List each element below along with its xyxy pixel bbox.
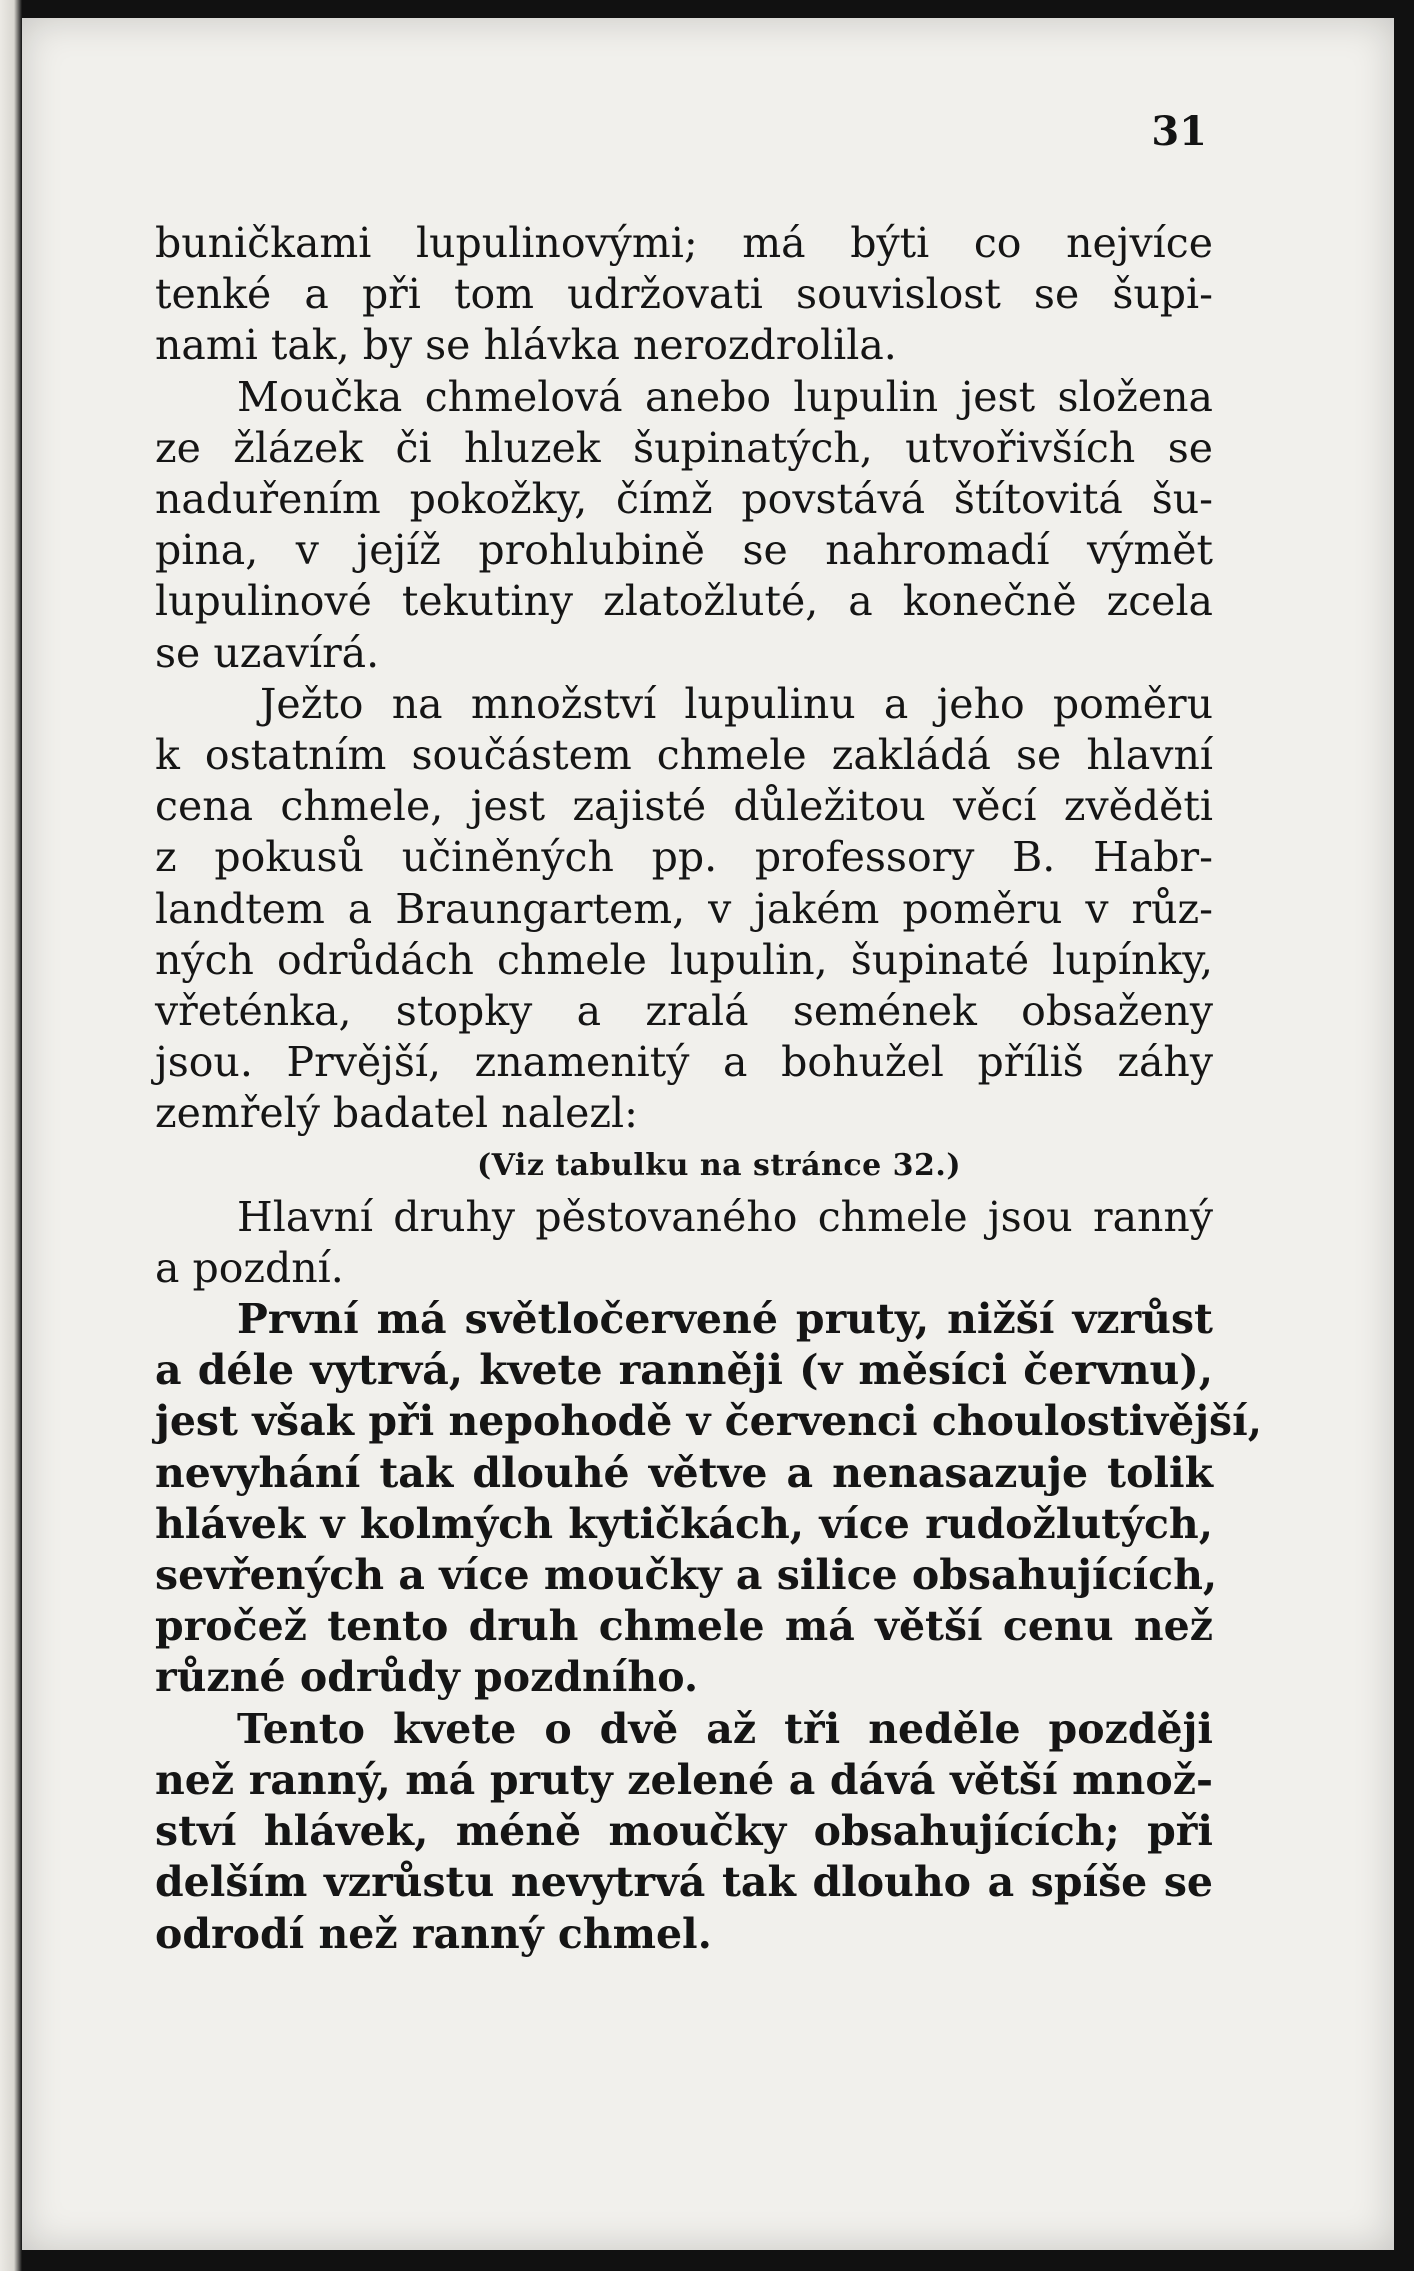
text-line: naduřením pokožky, čímž povstává štítovitá šu- bbox=[155, 475, 1213, 524]
text-line: Moučka chmelová anebo lupulin jest složena bbox=[237, 372, 1213, 421]
text-line: ství hlávek, méně moučky obsahujících; při bbox=[155, 1807, 1213, 1856]
paragraph bbox=[155, 1294, 1262, 1704]
text-line: landtem a Braungartem, v jakém poměru v růz- bbox=[155, 884, 1213, 933]
text-line: pročež tento druh chmele má větší cenu než bbox=[155, 1602, 1213, 1651]
text-line: hlávek v kolmých kytičkách, více rudožlutých, bbox=[155, 1499, 1213, 1548]
paragraph bbox=[155, 218, 1213, 372]
text-line: z pokusů učiněných pp. professory B. Habr- bbox=[155, 833, 1213, 882]
text-line: ze žlázek či hluzek šupinatých, utvořivších se bbox=[155, 423, 1213, 472]
body-text bbox=[155, 218, 1262, 1960]
paragraph bbox=[155, 1704, 1213, 1960]
text-line: cena chmele, jest zajisté důležitou věcí zvěděti bbox=[155, 782, 1213, 831]
text-line: se uzavírá. bbox=[155, 628, 380, 677]
text-line: pina, v jejíž prohlubině se nahromadí výmět bbox=[155, 526, 1213, 575]
text-line: Ježto na množství lupulinu a jeho poměru bbox=[260, 679, 1213, 728]
text-line: tenké a při tom udržovati souvislost se šupi- bbox=[155, 270, 1213, 319]
text-line: nami tak, by se hlávka nerozdrolila. bbox=[155, 321, 897, 370]
paragraph bbox=[155, 679, 1213, 1140]
page-left-edge bbox=[0, 0, 22, 2271]
text-line: delším vzrůstu nevytrvá tak dlouho a spíše se bbox=[155, 1858, 1213, 1907]
text-line: různé odrůdy pozdního. bbox=[155, 1653, 699, 1702]
text-line: zemřelý badatel nalezl: bbox=[155, 1089, 638, 1138]
text-line: Hlavní druhy pěstovaného chmele jsou ranný bbox=[237, 1192, 1213, 1241]
text-line: Tento kvete o dvě až tři neděle později bbox=[237, 1704, 1213, 1753]
paragraph bbox=[155, 1192, 1213, 1294]
text-line: lupulinové tekutiny zlatožluté, a konečně zcela bbox=[155, 577, 1213, 626]
text-line: nevyhání tak dlouhé větve a nenasazuje tolik bbox=[155, 1448, 1213, 1497]
text-line: vřeténka, stopky a zralá semének obsaženy bbox=[155, 987, 1213, 1036]
page-number: 31 bbox=[1151, 108, 1207, 155]
text-line: První má světločervené pruty, nižší vzrůst bbox=[237, 1295, 1213, 1344]
paragraph bbox=[155, 372, 1213, 679]
text-line: jest však při nepohodě v červenci choulostivější, bbox=[155, 1397, 1262, 1446]
text-line: a pozdní. bbox=[155, 1243, 344, 1292]
text-line: jsou. Prvější, znamenitý a bohužel příliš záhy bbox=[155, 1038, 1213, 1087]
text-line: a déle vytrvá, kvete ranněji (v měsíci červnu), bbox=[155, 1346, 1213, 1395]
text-line: odrodí než ranný chmel. bbox=[155, 1909, 712, 1958]
text-line: ných odrůdách chmele lupulin, šupinaté lupínky, bbox=[155, 935, 1213, 984]
text-line: než ranný, má pruty zelené a dává větší množ- bbox=[155, 1755, 1213, 1804]
text-line: sevřených a více moučky a silice obsahujících, bbox=[155, 1551, 1218, 1600]
text-line: buničkami lupulinovými; má býti co nejvíce bbox=[155, 219, 1213, 267]
table-reference-caption: (Viz tabulku na stránce 32.) bbox=[476, 1147, 962, 1183]
text-line: k ostatním součástem chmele zakládá se hlavní bbox=[155, 731, 1213, 780]
page-bottom-edge bbox=[22, 2250, 1414, 2271]
